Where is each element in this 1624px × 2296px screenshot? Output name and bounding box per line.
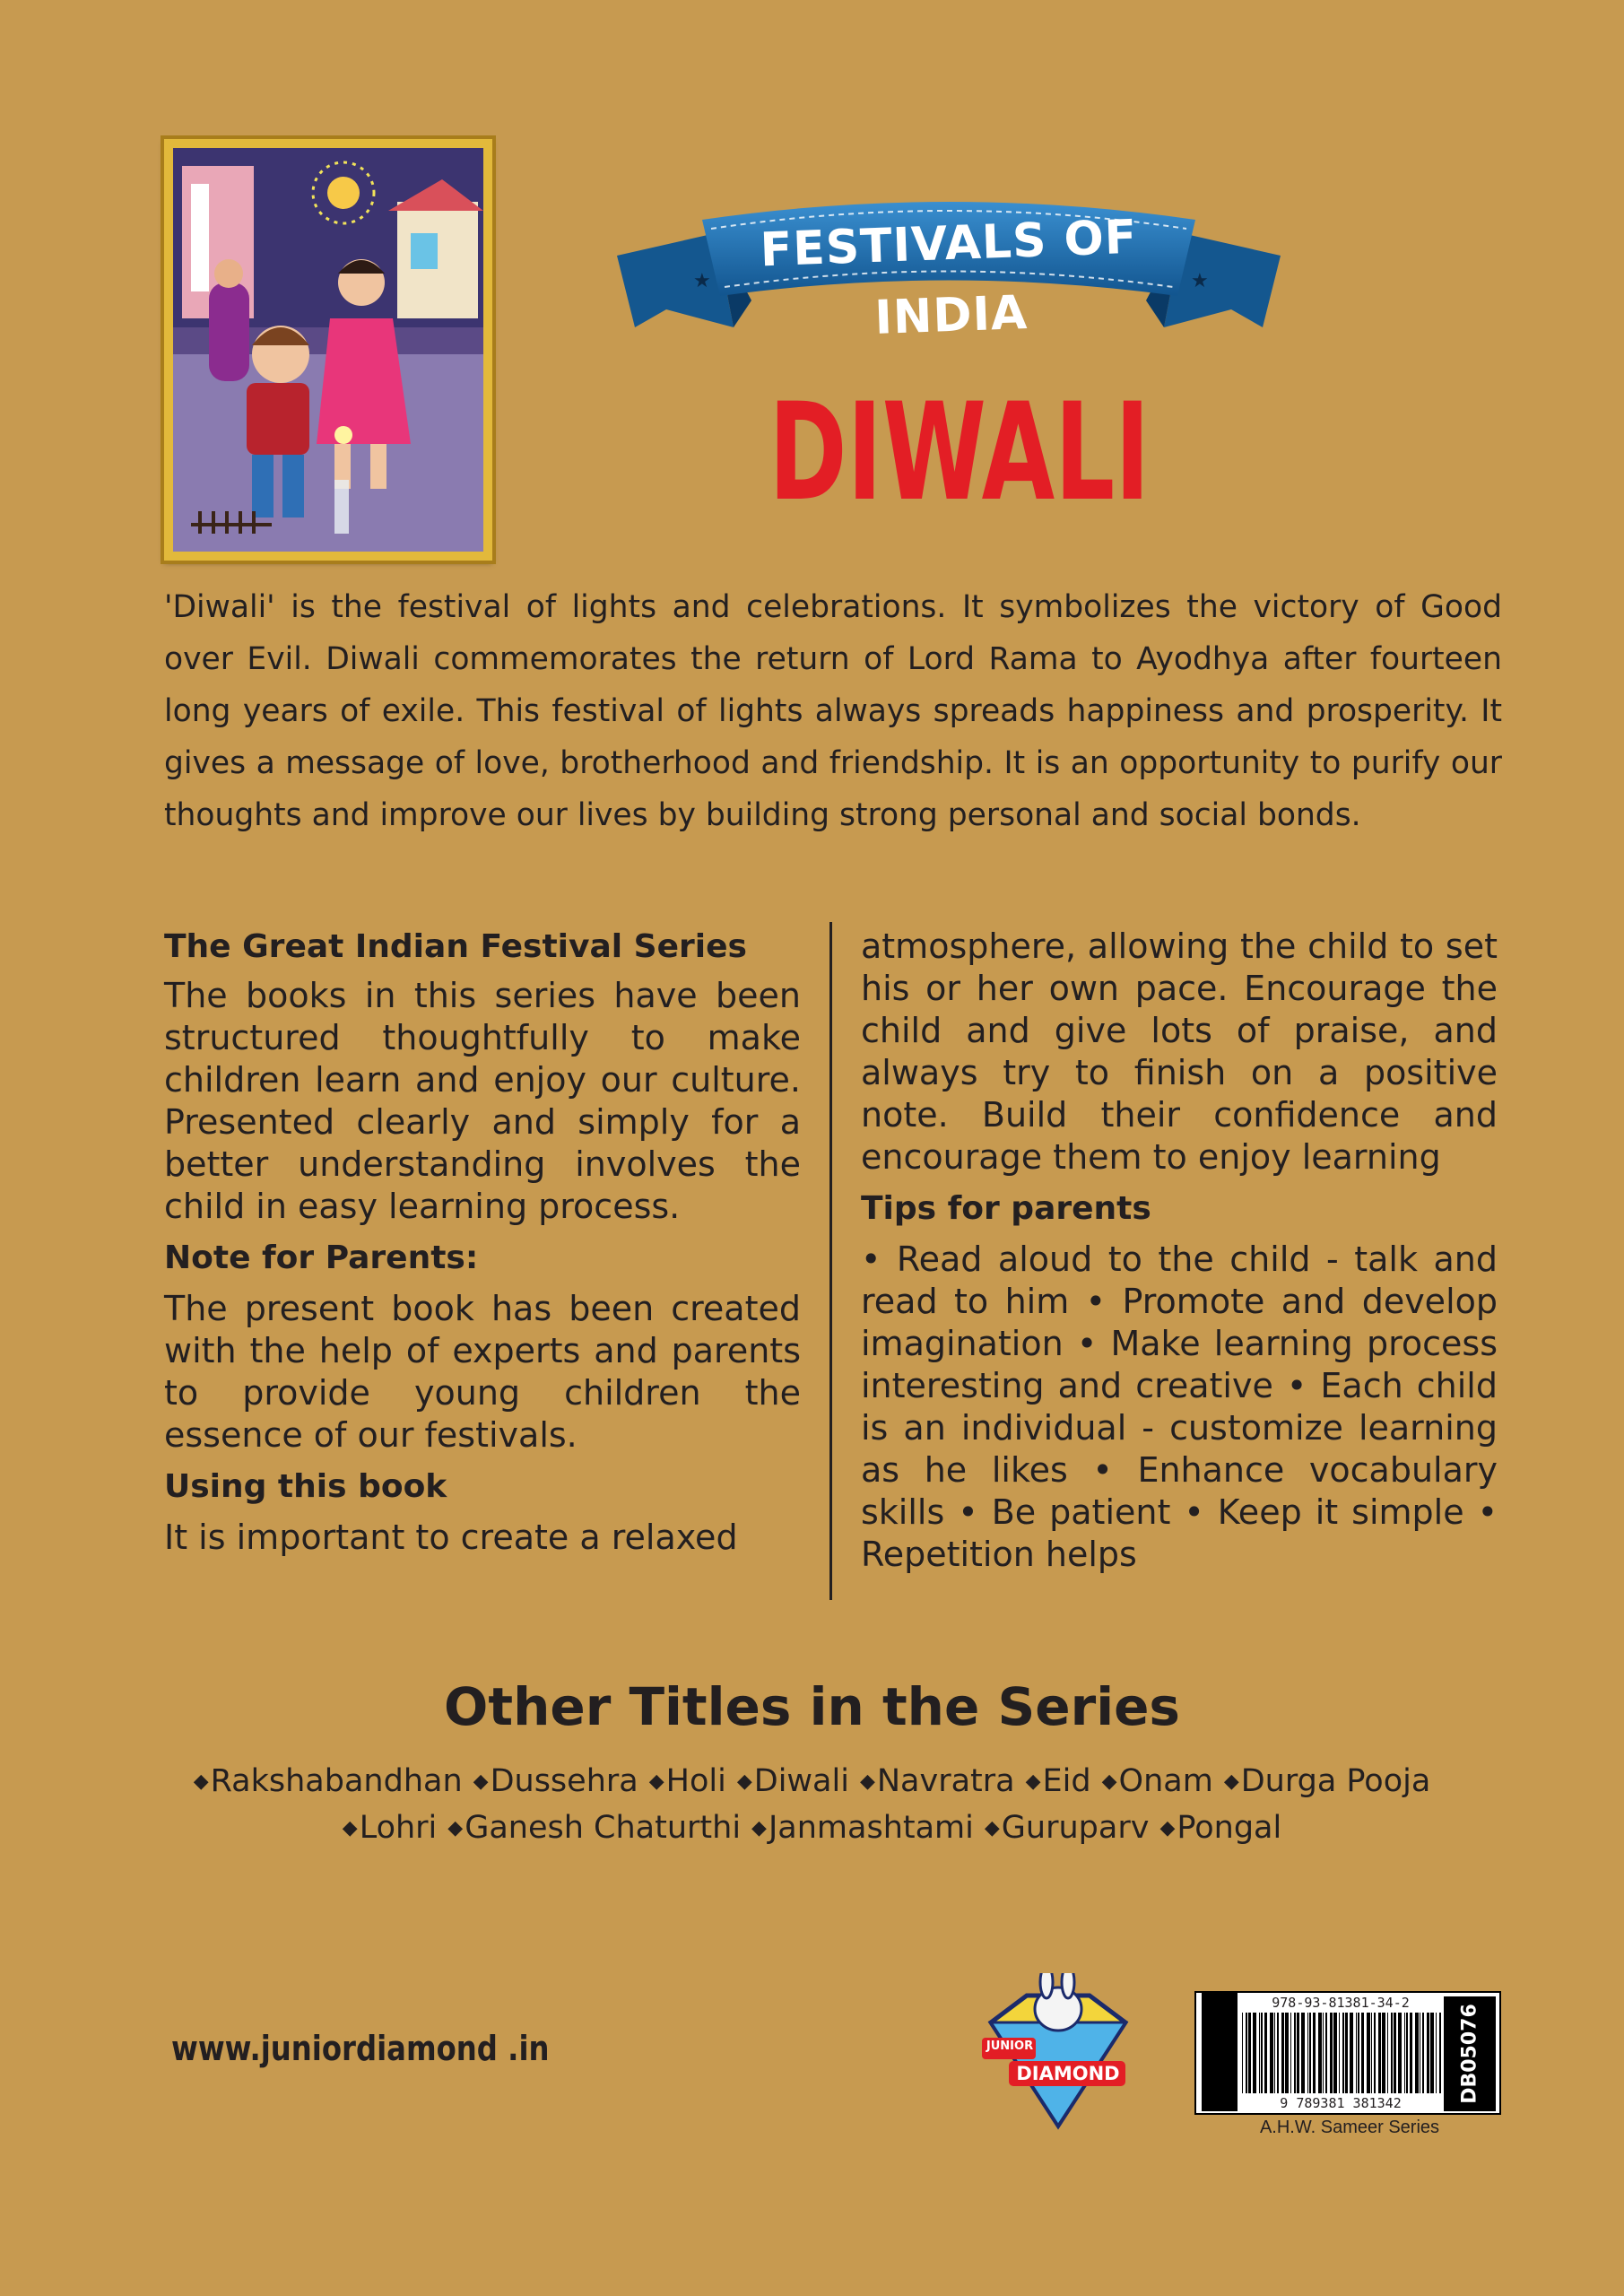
using-continued-text: atmosphere, allowing the child to set his or her own pace. Encourage the child and give lots of praise, and always try to finish on a positive note. Build their confidence and encourage them to enjoy learning [861,926,1498,1177]
isbn-top: 978-93-81381-34-2 [1272,1995,1410,2011]
book-code [1444,1996,1496,2111]
series-title-text: Ganesh Chaturthi [465,1810,742,1846]
barcode-bar [1323,2013,1324,2093]
barcode-bar [1391,2013,1393,2093]
series-title-item [649,1763,726,1799]
logo-text-diamond: DIAMOND [1016,2063,1120,2084]
barcode-bar [1318,2013,1322,2093]
series-title-text: Eid [1042,1763,1091,1799]
barcode-bar [1374,2013,1376,2093]
barcode-bar [1378,2013,1381,2093]
ribbon-text: FESTIVALS OF INDIA [759,210,1139,345]
titles-row-1 [0,1759,1624,1805]
barcode-bar [1259,2013,1260,2093]
tips-heading: Tips for parents [861,1190,1151,1227]
series-title-text: Pongal [1177,1810,1282,1846]
series-title-item [751,1810,974,1846]
diamond-bullet-icon: ◆ [1101,1770,1117,1793]
series-title-item [1102,1763,1213,1799]
isbn-bottom: 9 789381 381342 [1280,2095,1402,2111]
barcode-bar [1350,2013,1353,2093]
barcode-bar [1264,2013,1267,2093]
diamond-bullet-icon: ◆ [984,1817,1000,1839]
book-code-text: DB05076 [1458,2004,1481,2104]
titles-row-2 [0,1805,1624,1851]
intro-paragraph: 'Diwali' is the festival of lights and celebrations. It symbolizes the victory of Good over Evil. Diwali commemorates the return of Lord Rama to Ayodhya after fourteen long years of exile. This festival of lights always spreads happiness and prosperity. It gives a message of love, brotherhood and friendship. It is an opportunity to purify our thoughts and improve our lives by building strong personal and social bonds. [164,589,1502,833]
series-title-item [1159,1810,1281,1846]
diamond-bullet-icon: ◆ [342,1817,358,1839]
barcode-bar [1427,2013,1429,2093]
barcode-bar [1422,2013,1424,2093]
series-title-text: Onam [1118,1763,1213,1799]
right-column [861,926,1498,1576]
left-column [164,926,801,1559]
barcode-bar [1274,2013,1275,2093]
barcode-bar [1253,2013,1256,2093]
series-title-item [447,1810,741,1846]
cover-illustration [173,148,483,552]
website-link[interactable]: www.juniordiamond .in [171,2029,550,2068]
diamond-bullet-icon: ◆ [859,1770,875,1793]
series-title-item [737,1763,849,1799]
barcode-bar [1277,2013,1279,2093]
series-title-text: Dussehra [490,1763,638,1799]
barcode-bar [1345,2013,1348,2093]
diamond-bullet-icon: ◆ [751,1817,767,1839]
logo-text-junior: JUNIOR [986,2039,1034,2053]
series-title-item [985,1810,1150,1846]
barcode-bar [1307,2013,1308,2093]
using-text: It is important to create a relaxed [164,1518,738,1557]
svg-text:★: ★ [693,270,711,292]
series-title-text: Janmashtami [768,1810,974,1846]
barcode-bar [1246,2013,1247,2093]
barcode-bar [1356,2013,1357,2093]
barcode-bar [1242,2013,1243,2093]
barcode-bar [1361,2013,1364,2093]
barcode-bar [1371,2013,1372,2093]
barcode-bar [1436,2013,1437,2093]
barcode-bar [1342,2013,1344,2093]
barcode-side-bars [1202,1993,1238,2111]
series-title-item [860,1763,1015,1799]
barcode-bar [1285,2013,1289,2093]
barcode-bar [1281,2013,1284,2093]
diamond-bullet-icon: ◆ [447,1817,464,1839]
diamond-bullet-icon: ◆ [193,1770,209,1793]
series-title-item [1224,1763,1430,1799]
column-divider [829,922,832,1600]
barcode-bar [1270,2013,1273,2093]
series-text: The books in this series have been structured thoughtfully to make children learn and enjoy our culture. Presented clearly and simply for a better understanding involves the child in easy learning process. [164,976,801,1226]
diamond-bullet-icon: ◆ [648,1770,664,1793]
barcode-bar [1394,2013,1396,2093]
barcode-bar [1404,2013,1405,2093]
series-title-text: Guruparv [1001,1810,1150,1846]
barcode-bar [1294,2013,1296,2093]
note-text: The present book has been created with the help of experts and parents to provide young children the essence of our festivals. [164,1289,801,1455]
barcode-bar [1430,2013,1434,2093]
other-titles-heading: Other Titles in the Series [444,1676,1180,1737]
barcode-bar [1339,2013,1340,2093]
barcode-bar [1248,2013,1251,2093]
diamond-bullet-icon: ◆ [1159,1817,1176,1839]
series-title-item [194,1763,463,1799]
note-heading: Note for Parents: [164,1239,479,1276]
series-title-text: Rakshabandhan [210,1763,463,1799]
barcode-bar [1301,2013,1305,2093]
barcode-bar [1398,2013,1402,2093]
series-title-item [343,1810,438,1846]
series-title-text: Lohri [359,1810,438,1846]
tips-text: • Read aloud to the child - talk and read to him • Promote and develop imagination • Make learning process interesting and creative • Each child is an individual - customize learning as he likes • Enhance vocabulary skills • Be patient • Keep it simple • Repetition helps [861,1239,1498,1574]
diamond-bullet-icon: ◆ [473,1770,489,1793]
series-label: A.H.W. Sameer Series [1259,2118,1440,2137]
barcode-bar [1297,2013,1299,2093]
barcode-bar [1330,2013,1333,2093]
diamond-bullet-icon: ◆ [1223,1770,1239,1793]
barcode-bar [1261,2013,1263,2093]
book-title: DIWALI [769,375,1151,531]
diamond-bullet-icon: ◆ [736,1770,752,1793]
barcode-bar [1439,2013,1441,2093]
barcode-bar [1382,2013,1385,2093]
series-title-item [1026,1763,1091,1799]
barcode-bar [1313,2013,1316,2093]
series-title-item [473,1763,638,1799]
svg-text:★: ★ [1191,270,1209,292]
barcode-bar [1325,2013,1327,2093]
barcode-bar [1333,2013,1337,2093]
barcode-bar [1406,2013,1408,2093]
barcode-bar [1410,2013,1412,2093]
barcode-bar [1367,2013,1370,2093]
barcode-bar [1290,2013,1291,2093]
series-heading: The Great Indian Festival Series [164,928,747,965]
barcode-bar [1415,2013,1419,2093]
barcode-bars [1242,2013,1441,2093]
cover-thumbnail [164,139,492,561]
series-title-text: Diwali [753,1763,849,1799]
barcode-bar [1309,2013,1311,2093]
series-title-text: Navratra [876,1763,1015,1799]
barcode-bar [1387,2013,1388,2093]
series-title-text: Durga Pooja [1240,1763,1431,1799]
series-title-text: Holi [665,1763,726,1799]
using-heading: Using this book [164,1468,447,1505]
barcode-bar [1358,2013,1359,2093]
diamond-bullet-icon: ◆ [1025,1770,1041,1793]
